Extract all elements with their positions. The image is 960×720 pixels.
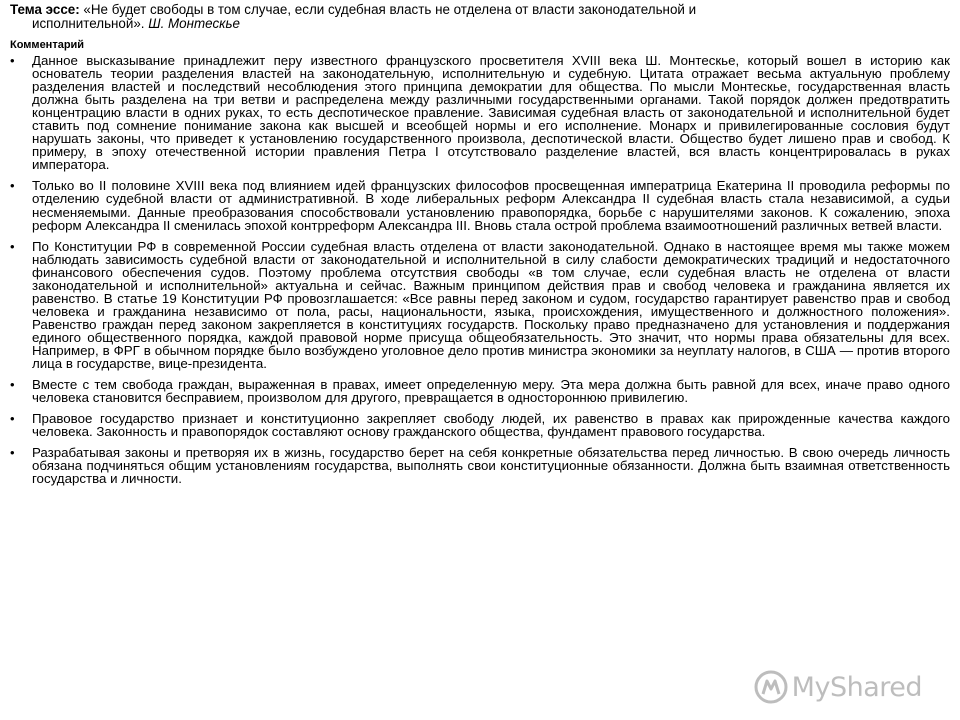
bullet-icon: • [10,178,15,194]
paragraph-item [10,412,950,438]
paragraph-text: Данное высказывание принадлежит перу известного французского просветителя XVIII века Ш. Монтескье, который вошел в историю как основатель теории разделения властей на законодательную, исполнительную и судебную. Цитата отражает весьма актуальную проблему разделения властей и последствий несоблюдения этого принципа демократии для общества. По мысли Монтескье, государственная власть должна быть разделена на три ветви и распределена между различными государственными органами. Такой порядок должен предотвратить концентрацию власти в одних руках, то есть деспотическое правление. Зависимая судебная власть от законодательной и исполнительной будет ставить под сомнение понимание закона как высшей и всеобщей нормы и его исполнение. Монарх и привилегированные сословия будут нарушать законы, что приведет к установлению государственного произвола, деспотической власти. Общество будет лишено прав и свобод. К примеру, в эпоху отечественной истории правления Петра I отсутствовало разделение властей, вся власть концентрировалась в руках императора. [32,53,950,173]
comment-list [10,54,950,485]
bullet-icon: • [10,411,15,427]
bullet-icon: • [10,53,15,68]
bullet-icon: • [10,238,15,254]
paragraph-item [10,446,950,485]
paragraph-item [10,54,950,171]
paragraph-text: Разрабатывая законы и претворяя их в жизнь, государство берет на себя конкретные обязательства перед личностью. В свою очередь личность обязана подчиняться общим установлениям государства, выполнять свои конституционные обязанности. Должна быть взаимная ответственность государства и личности. [32,445,950,487]
paragraph-text: Только во II половине XVIII века под влиянием идей французских философов просвещенная императрица Екатерина II проводила реформы по отделению судебной власти от административной. В ходе либеральных реформ Александра II судебная власть стала независимой, а судьи несменяемыми. Данные преобразования способствовали установлению правопорядка, борьбе с нарушителями законов. К сожалению, эпоха реформ Александра II сменилась эпохой контрреформ Александра III. Вновь стала острой проблема взаимоотношений различных ветвей власти. [32,178,950,233]
bullet-icon: • [10,445,15,461]
watermark-text: MyShared [791,671,922,703]
title-author: Ш. Монтескье [144,15,240,31]
myshared-logo-icon [754,670,788,704]
paragraph-item [10,378,950,404]
title-quote-line2: исполнительной». [32,15,145,31]
paragraph-text: Правовое государство признает и конституционно закрепляет свободу людей, их равенство в правах как прирожденные качества каждого человека. Законность и правопорядок составляют основу гражданского общества, фундамент правового государства. [32,411,950,440]
bullet-icon: • [10,377,15,393]
essay-page [10,3,950,493]
title-label: Тема эссе: [10,2,80,17]
paragraph-item [10,240,950,370]
myshared-watermark [754,670,922,704]
paragraph-text: Вместе с тем свобода граждан, выраженная в правах, имеет определенную меру. Эта мера должна быть равной для всех, иначе право одного человека становится бесправием, произволом для другого, превращается в одностороннюю привилегию. [32,377,950,406]
paragraph-text: По Конституции РФ в современной России судебная власть отделена от власти законодательной. Однако в настоящее время мы также можем наблюдать зависимость судебной власти от законодательной и исполнительной в силу слабости демократических традиций и недостаточного финансового обеспечения судов. Поэтому проблема отсутствия свободы «в том случае, если судебная власть не отделена от власти законодательной и исполнительной» актуальна и сейчас. Важным принципом действия прав и свобод человека и гражданина является их равенство. В статье 19 Конституции РФ провозглашается: «Все равны перед законом и судом, государство гарантирует равенство прав и свобод человека и гражданина независимо от пола, расы, национальности, языка, происхождения, имущественного и должностного положения». Равенство граждан перед законом закрепляется в конституциях государств. Поскольку право предназначено для установления и поддержания единого общественного порядка, каждой правовой норме присуща общеобязательность. Это значит, что нормы права обязательны для всех. Например, в ФРГ в обычном порядке было возбуждено уголовное дело против министра экономики за неуплату налогов, в США — против второго лица в государстве, вице-президента. [32,238,950,372]
essay-title [10,3,950,30]
comment-label: Комментарий [10,39,85,51]
paragraph-item [10,179,950,231]
title-quote-line1: «Не будет свободы в том случае, если судебная власть не отделена от власти законодательной и [79,2,697,17]
